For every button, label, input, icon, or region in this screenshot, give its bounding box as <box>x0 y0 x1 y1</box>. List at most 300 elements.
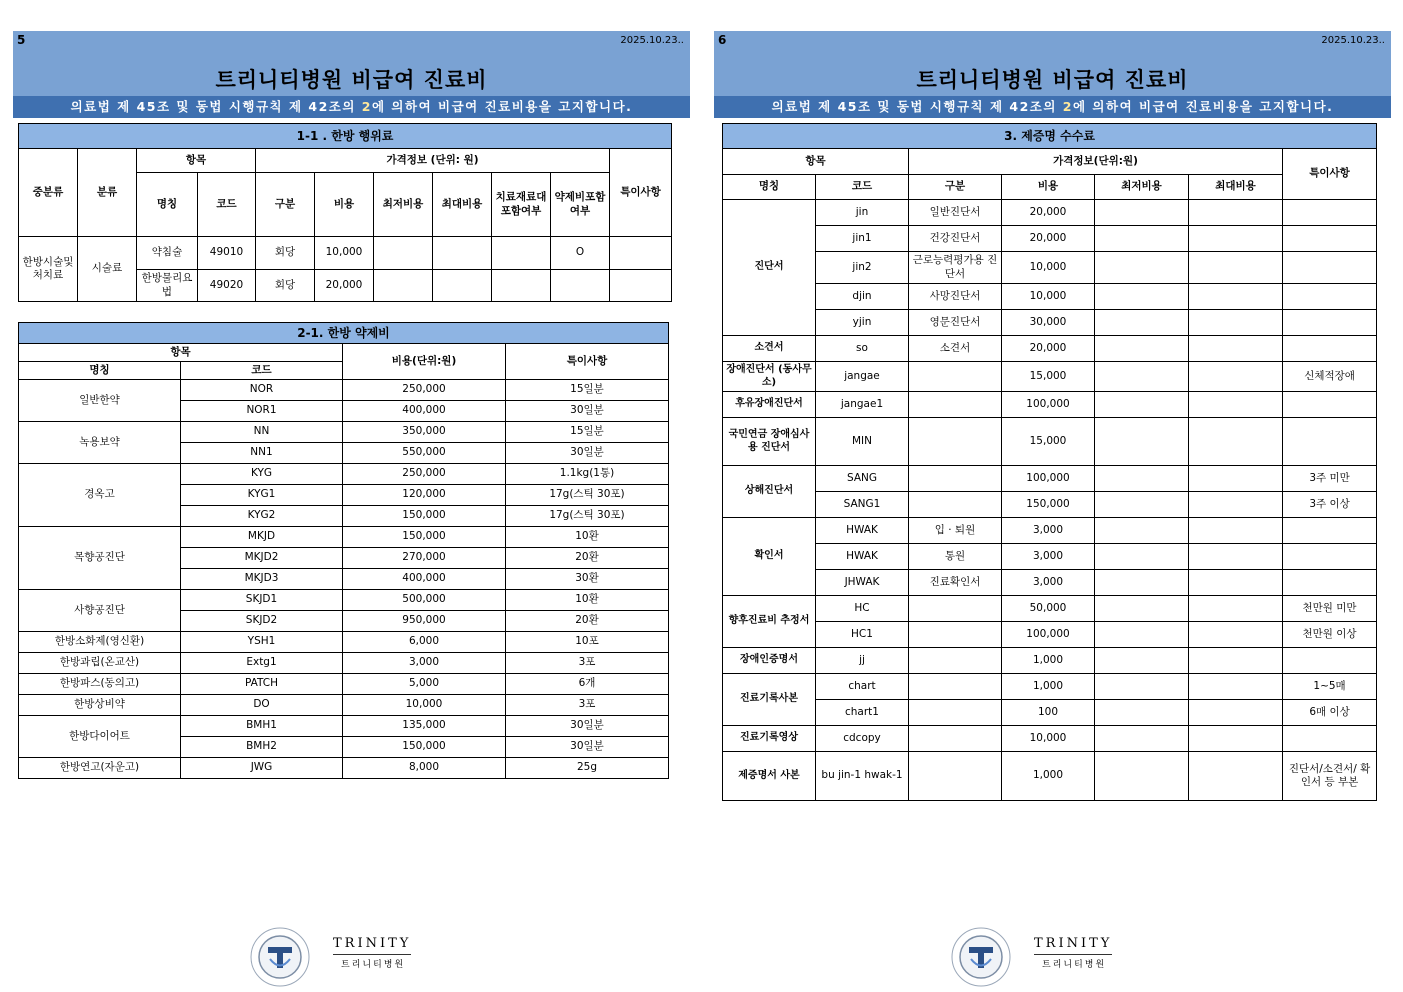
item-name-cell: 제증명서 사본 <box>723 752 816 801</box>
trinity-seal-icon <box>950 926 1012 988</box>
table-herbal-medicine <box>18 322 669 779</box>
division-cell <box>909 362 1002 392</box>
header-cell: 특이사항 <box>506 344 669 380</box>
code-cell: HWAK <box>816 518 909 544</box>
cost-cell: 120,000 <box>343 485 506 506</box>
max-cost-cell <box>1189 518 1283 544</box>
table-row <box>723 492 1377 518</box>
max-cost-cell <box>1189 392 1283 418</box>
code-cell: HC <box>816 596 909 622</box>
table-row <box>19 422 669 443</box>
code-cell: HWAK <box>816 544 909 570</box>
table-row <box>19 590 669 611</box>
header-cell: 코드 <box>816 175 909 200</box>
header-cell: 분류 <box>78 149 137 237</box>
trinity-seal-icon <box>249 926 311 988</box>
max-cost-cell <box>1189 752 1283 801</box>
item-name-cell: 일반한약 <box>19 380 181 422</box>
cell <box>492 237 551 270</box>
logo-brand: TRINITY <box>1034 936 1112 955</box>
cost-cell: 150,000 <box>343 506 506 527</box>
category-cell: 시술료 <box>78 237 137 302</box>
logo-brand: TRINITY <box>333 936 411 955</box>
item-name-cell: 상해진단서 <box>723 466 816 518</box>
cost-cell: 100,000 <box>1002 392 1095 418</box>
item-name-cell: 한방소화제(영신환) <box>19 632 181 653</box>
division-cell <box>909 492 1002 518</box>
page-title: 트리니티병원 비급여 진료비 <box>916 68 1189 92</box>
cell: 한방물리요법 <box>137 270 198 302</box>
cost-cell: 3,000 <box>1002 570 1095 596</box>
item-name-cell: 한방상비약 <box>19 695 181 716</box>
table-row <box>723 226 1377 252</box>
header-cell: 항목 <box>19 344 343 362</box>
division-cell <box>909 596 1002 622</box>
min-cost-cell <box>1095 252 1189 284</box>
note-cell: 10환 <box>506 527 669 548</box>
code-cell: djin <box>816 284 909 310</box>
code-cell: so <box>816 336 909 362</box>
item-name-cell: 녹용보약 <box>19 422 181 464</box>
table-row <box>723 674 1377 700</box>
code-cell: jangae1 <box>816 392 909 418</box>
cost-cell: 400,000 <box>343 569 506 590</box>
code-cell: cdcopy <box>816 726 909 752</box>
cost-cell: 10,000 <box>1002 284 1095 310</box>
cost-cell: 6,000 <box>343 632 506 653</box>
cost-cell: 135,000 <box>343 716 506 737</box>
cost-cell: 3,000 <box>343 653 506 674</box>
min-cost-cell <box>1095 544 1189 570</box>
cost-cell: 100 <box>1002 700 1095 726</box>
page-left <box>13 31 691 992</box>
note-cell: 10환 <box>506 590 669 611</box>
header-cell: 최저비용 <box>374 173 433 237</box>
header-cell: 특이사항 <box>1283 149 1377 200</box>
note-cell: 17g(스틱 30포) <box>506 485 669 506</box>
division-cell: 사망진단서 <box>909 284 1002 310</box>
cell <box>551 270 610 302</box>
cost-cell: 20,000 <box>1002 226 1095 252</box>
code-cell: jj <box>816 648 909 674</box>
max-cost-cell <box>1189 284 1283 310</box>
item-name-cell: 한방연고(자운고) <box>19 758 181 779</box>
logo-brand-korean: 트리니티병원 <box>1042 960 1107 970</box>
note-cell: 25g <box>506 758 669 779</box>
max-cost-cell <box>1189 622 1283 648</box>
table-row <box>19 527 669 548</box>
header-cell: 항목 <box>137 149 256 173</box>
division-cell: 소견서 <box>909 336 1002 362</box>
header-cell: 구분 <box>256 173 315 237</box>
code-cell: YSH1 <box>181 632 343 653</box>
max-cost-cell <box>1189 362 1283 392</box>
cost-cell: 1,000 <box>1002 752 1095 801</box>
cell: 20,000 <box>315 270 374 302</box>
min-cost-cell <box>1095 226 1189 252</box>
cell <box>610 270 672 302</box>
cell: 10,000 <box>315 237 374 270</box>
max-cost-cell <box>1189 700 1283 726</box>
code-cell: NOR1 <box>181 401 343 422</box>
cost-cell: 15,000 <box>1002 418 1095 466</box>
header-cell: 최저비용 <box>1095 175 1189 200</box>
max-cost-cell <box>1189 648 1283 674</box>
cost-cell: 20,000 <box>1002 336 1095 362</box>
cost-cell: 250,000 <box>343 380 506 401</box>
code-cell: Extg1 <box>181 653 343 674</box>
min-cost-cell <box>1095 726 1189 752</box>
division-cell <box>909 752 1002 801</box>
note-cell: 20환 <box>506 611 669 632</box>
notice-highlight: 2 <box>1062 99 1073 114</box>
max-cost-cell <box>1189 570 1283 596</box>
min-cost-cell <box>1095 284 1189 310</box>
notice-text: 의료법 제 45조 및 동법 시행규칙 제 42조의 <box>771 99 1063 114</box>
code-cell: NOR <box>181 380 343 401</box>
min-cost-cell <box>1095 622 1189 648</box>
max-cost-cell <box>1189 252 1283 284</box>
note-cell: 6매 이상 <box>1283 700 1377 726</box>
cost-cell: 500,000 <box>343 590 506 611</box>
item-name-cell: 한방다이어트 <box>19 716 181 758</box>
header-cell: 최대비용 <box>1189 175 1283 200</box>
cost-cell: 150,000 <box>343 737 506 758</box>
table-row <box>723 284 1377 310</box>
max-cost-cell <box>1189 336 1283 362</box>
note-cell <box>1283 418 1377 466</box>
min-cost-cell <box>1095 648 1189 674</box>
code-cell: yjin <box>816 310 909 336</box>
cost-cell: 1,000 <box>1002 648 1095 674</box>
table-row <box>723 466 1377 492</box>
item-name-cell: 경옥고 <box>19 464 181 527</box>
note-cell <box>1283 570 1377 596</box>
note-cell <box>1283 518 1377 544</box>
header-cell: 코드 <box>198 173 256 237</box>
note-cell: 1.1kg(1통) <box>506 464 669 485</box>
note-cell: 30환 <box>506 569 669 590</box>
table-row <box>723 726 1377 752</box>
division-cell <box>909 392 1002 418</box>
cost-cell: 400,000 <box>343 401 506 422</box>
max-cost-cell <box>1189 466 1283 492</box>
item-name-cell: 장애진단서 (동사무소) <box>723 362 816 392</box>
code-cell: MKJD2 <box>181 548 343 569</box>
min-cost-cell <box>1095 392 1189 418</box>
table-row <box>19 674 669 695</box>
item-name-cell: 진료기록사본 <box>723 674 816 726</box>
notice-highlight: 2 <box>361 99 372 114</box>
table-row <box>723 252 1377 284</box>
note-cell: 10포 <box>506 632 669 653</box>
page-title: 트리니티병원 비급여 진료비 <box>215 68 488 92</box>
code-cell: BMH1 <box>181 716 343 737</box>
table-row <box>19 695 669 716</box>
item-name-cell: 진단서 <box>723 200 816 336</box>
note-cell <box>1283 252 1377 284</box>
group-cell: 한방시술및처치료 <box>19 237 78 302</box>
code-cell: jangae <box>816 362 909 392</box>
cost-cell: 8,000 <box>343 758 506 779</box>
table-row <box>723 310 1377 336</box>
table-row <box>723 544 1377 570</box>
table-row <box>723 648 1377 674</box>
min-cost-cell <box>1095 570 1189 596</box>
item-name-cell: 장애인증명서 <box>723 648 816 674</box>
item-name-cell: 목향공진단 <box>19 527 181 590</box>
min-cost-cell <box>1095 200 1189 226</box>
table-caption: 2-1. 한방 약제비 <box>19 323 669 344</box>
table-caption: 1-1 . 한방 행위료 <box>19 124 672 149</box>
header-cell: 명칭 <box>137 173 198 237</box>
code-cell: bu jin-1 hwak-1 <box>816 752 909 801</box>
item-name-cell: 확인서 <box>723 518 816 596</box>
division-cell: 영문진단서 <box>909 310 1002 336</box>
code-cell: PATCH <box>181 674 343 695</box>
division-cell: 입 · 퇴원 <box>909 518 1002 544</box>
cell: O <box>551 237 610 270</box>
cost-cell: 150,000 <box>1002 492 1095 518</box>
table-certificate-fees <box>722 123 1377 801</box>
note-cell: 17g(스틱 30포) <box>506 506 669 527</box>
notice-bar <box>714 96 1391 118</box>
max-cost-cell <box>1189 200 1283 226</box>
min-cost-cell <box>1095 700 1189 726</box>
header-cell: 코드 <box>181 362 343 380</box>
cost-cell: 100,000 <box>1002 466 1095 492</box>
min-cost-cell <box>1095 466 1189 492</box>
code-cell: SANG <box>816 466 909 492</box>
division-cell <box>909 700 1002 726</box>
code-cell: DO <box>181 695 343 716</box>
code-cell: MKJD3 <box>181 569 343 590</box>
cost-cell: 20,000 <box>1002 200 1095 226</box>
item-name-cell: 소견서 <box>723 336 816 362</box>
cost-cell: 350,000 <box>343 422 506 443</box>
cell: 회당 <box>256 237 315 270</box>
min-cost-cell <box>1095 362 1189 392</box>
cost-cell: 15,000 <box>1002 362 1095 392</box>
note-cell <box>1283 336 1377 362</box>
header-cell: 비용 <box>315 173 374 237</box>
note-cell: 3포 <box>506 653 669 674</box>
table-row <box>723 518 1377 544</box>
min-cost-cell <box>1095 310 1189 336</box>
division-cell <box>909 622 1002 648</box>
page-number: 6 <box>718 33 727 47</box>
min-cost-cell <box>1095 596 1189 622</box>
table-row <box>723 570 1377 596</box>
code-cell: NN1 <box>181 443 343 464</box>
cell <box>374 270 433 302</box>
cell: 49020 <box>198 270 256 302</box>
cost-cell: 950,000 <box>343 611 506 632</box>
header-cell: 가격정보(단위:원) <box>909 149 1283 175</box>
cell: 약침술 <box>137 237 198 270</box>
code-cell: jin1 <box>816 226 909 252</box>
note-cell <box>1283 200 1377 226</box>
code-cell: MKJD <box>181 527 343 548</box>
logo-brand-korean: 트리니티병원 <box>341 960 406 970</box>
code-cell: JHWAK <box>816 570 909 596</box>
hospital-logo <box>249 926 419 986</box>
cost-cell: 150,000 <box>343 527 506 548</box>
code-cell: JWG <box>181 758 343 779</box>
cost-cell: 5,000 <box>343 674 506 695</box>
note-cell <box>1283 392 1377 418</box>
cost-cell: 270,000 <box>343 548 506 569</box>
cost-cell: 10,000 <box>1002 252 1095 284</box>
note-cell: 15일분 <box>506 422 669 443</box>
note-cell: 30일분 <box>506 443 669 464</box>
note-cell: 30일분 <box>506 737 669 758</box>
division-cell <box>909 674 1002 700</box>
table-row <box>19 464 669 485</box>
table-row <box>723 336 1377 362</box>
code-cell: HC1 <box>816 622 909 648</box>
table-row <box>723 392 1377 418</box>
cell <box>433 237 492 270</box>
table-acupuncture-fees <box>18 123 672 302</box>
header-cell: 가격정보 (단위: 원) <box>256 149 610 173</box>
division-cell: 건강진단서 <box>909 226 1002 252</box>
max-cost-cell <box>1189 226 1283 252</box>
note-cell <box>1283 284 1377 310</box>
note-cell <box>1283 226 1377 252</box>
division-cell: 통원 <box>909 544 1002 570</box>
cell <box>492 270 551 302</box>
min-cost-cell <box>1095 518 1189 544</box>
cost-cell: 30,000 <box>1002 310 1095 336</box>
code-cell: chart <box>816 674 909 700</box>
note-cell: 15일분 <box>506 380 669 401</box>
table-row <box>19 758 669 779</box>
cost-cell: 50,000 <box>1002 596 1095 622</box>
note-cell: 3주 미만 <box>1283 466 1377 492</box>
code-cell: jin2 <box>816 252 909 284</box>
table-row <box>723 752 1377 801</box>
note-cell: 천만원 이상 <box>1283 622 1377 648</box>
division-cell: 근로능력평가용 진단서 <box>909 252 1002 284</box>
cell: 49010 <box>198 237 256 270</box>
note-cell: 30일분 <box>506 716 669 737</box>
code-cell: SKJD2 <box>181 611 343 632</box>
header-cell: 비용 <box>1002 175 1095 200</box>
max-cost-cell <box>1189 492 1283 518</box>
min-cost-cell <box>1095 418 1189 466</box>
header-cell: 약제비포함여부 <box>551 173 610 237</box>
division-cell <box>909 648 1002 674</box>
code-cell: jin <box>816 200 909 226</box>
code-cell: chart1 <box>816 700 909 726</box>
table-row <box>723 200 1377 226</box>
division-cell: 진료확인서 <box>909 570 1002 596</box>
header-cell: 비용(단위:원) <box>343 344 506 380</box>
hospital-logo <box>950 926 1120 986</box>
header-cell: 구분 <box>909 175 1002 200</box>
cost-cell: 550,000 <box>343 443 506 464</box>
min-cost-cell <box>1095 492 1189 518</box>
table-row <box>19 716 669 737</box>
cell: 회당 <box>256 270 315 302</box>
max-cost-cell <box>1189 674 1283 700</box>
code-cell: KYG <box>181 464 343 485</box>
max-cost-cell <box>1189 726 1283 752</box>
table-row <box>19 632 669 653</box>
code-cell: SANG1 <box>816 492 909 518</box>
min-cost-cell <box>1095 674 1189 700</box>
code-cell: KYG2 <box>181 506 343 527</box>
header-cell: 치료재료대포함여부 <box>492 173 551 237</box>
notice-text-end: 에 의하여 비급여 진료비용을 고지합니다. <box>1073 99 1334 114</box>
max-cost-cell <box>1189 544 1283 570</box>
header-cell: 특이사항 <box>610 149 672 237</box>
table-caption: 3. 제증명 수수료 <box>723 124 1377 149</box>
note-cell <box>1283 310 1377 336</box>
item-name-cell: 향후진료비 추정서 <box>723 596 816 648</box>
note-cell: 진단서/소견서/ 확인서 등 부본 <box>1283 752 1377 801</box>
note-cell: 신체적장애 <box>1283 362 1377 392</box>
cell <box>374 237 433 270</box>
notice-text-end: 에 의하여 비급여 진료비용을 고지합니다. <box>372 99 633 114</box>
item-name-cell: 국민연금 장애심사용 진단서 <box>723 418 816 466</box>
note-cell: 20환 <box>506 548 669 569</box>
page-date: 2025.10.23.. <box>620 35 684 46</box>
notice-text: 의료법 제 45조 및 동법 시행규칙 제 42조의 <box>70 99 362 114</box>
min-cost-cell <box>1095 336 1189 362</box>
table-row <box>723 418 1377 466</box>
note-cell <box>1283 544 1377 570</box>
table-row <box>19 380 669 401</box>
cost-cell: 100,000 <box>1002 622 1095 648</box>
division-cell <box>909 466 1002 492</box>
max-cost-cell <box>1189 596 1283 622</box>
page-right <box>714 31 1392 992</box>
note-cell: 30일분 <box>506 401 669 422</box>
table-row <box>19 653 669 674</box>
note-cell: 6개 <box>506 674 669 695</box>
code-cell: SKJD1 <box>181 590 343 611</box>
note-cell: 3포 <box>506 695 669 716</box>
header-cell: 중분류 <box>19 149 78 237</box>
cell <box>433 270 492 302</box>
cost-cell: 3,000 <box>1002 544 1095 570</box>
item-name-cell: 한방파스(동의고) <box>19 674 181 695</box>
max-cost-cell <box>1189 418 1283 466</box>
cost-cell: 10,000 <box>343 695 506 716</box>
table-row <box>723 700 1377 726</box>
table-row <box>723 622 1377 648</box>
cost-cell: 3,000 <box>1002 518 1095 544</box>
header-cell: 명칭 <box>19 362 181 380</box>
cost-cell: 1,000 <box>1002 674 1095 700</box>
code-cell: MIN <box>816 418 909 466</box>
item-name-cell: 사향공진단 <box>19 590 181 632</box>
code-cell: BMH2 <box>181 737 343 758</box>
note-cell: 천만원 미만 <box>1283 596 1377 622</box>
division-cell <box>909 418 1002 466</box>
note-cell: 3주 이상 <box>1283 492 1377 518</box>
item-name-cell: 진료기록영상 <box>723 726 816 752</box>
header-cell: 항목 <box>723 149 909 175</box>
division-cell: 일반진단서 <box>909 200 1002 226</box>
cost-cell: 10,000 <box>1002 726 1095 752</box>
page-date: 2025.10.23.. <box>1321 35 1385 46</box>
division-cell <box>909 726 1002 752</box>
max-cost-cell <box>1189 310 1283 336</box>
table-row <box>723 362 1377 392</box>
